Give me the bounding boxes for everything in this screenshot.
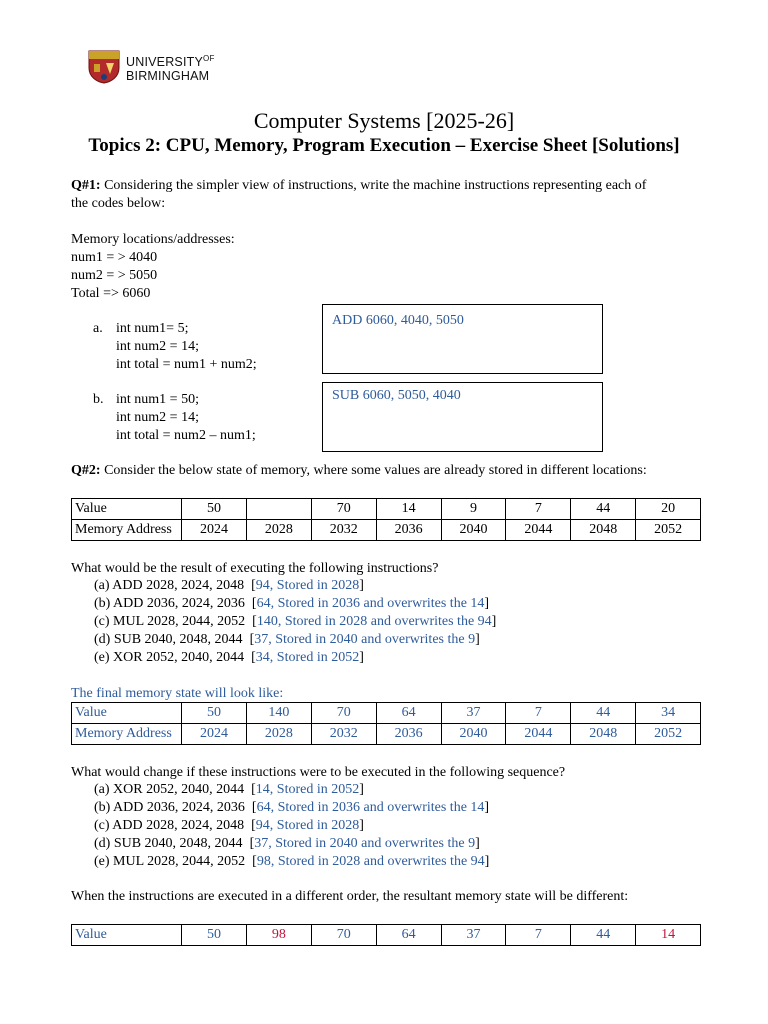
memory-locations: [71, 231, 235, 303]
table-cell: 2040: [441, 520, 506, 541]
memory-table-final: [71, 702, 701, 745]
table-cell: 70: [311, 499, 376, 520]
mem-heading: Memory locations/addresses:: [71, 232, 235, 247]
table-cell: 2028: [246, 724, 311, 745]
table-cell-changed: 98: [246, 925, 311, 946]
q2-label: Q#2:: [71, 463, 101, 478]
table-row: [72, 724, 701, 745]
list-item: (c) ADD 2028, 2024, 2048 [94, Stored in 2028]: [94, 818, 364, 833]
q1-text-line2: the codes below:: [71, 196, 166, 211]
table-cell: 2024: [182, 724, 247, 745]
table-cell: 7: [506, 499, 571, 520]
table-cell: 2032: [311, 520, 376, 541]
table-cell-changed: 14: [636, 925, 701, 946]
table-cell: 70: [311, 703, 376, 724]
answer-box-a: [322, 304, 603, 374]
table-cell: 2032: [311, 724, 376, 745]
mem-line: num1 = > 4040: [71, 250, 158, 265]
list-item: (a) XOR 2052, 2040, 2044 [14, Stored in 2052]: [94, 782, 364, 797]
mem-line: num2 = > 5050: [71, 268, 158, 283]
table-cell: 2048: [571, 724, 636, 745]
table-row: [72, 925, 701, 946]
table-cell: 44: [571, 703, 636, 724]
q1-text-line1: Considering the simpler view of instructions, write the machine instructions representing each of: [100, 178, 647, 193]
table-cell: 2044: [506, 520, 571, 541]
table-cell: 7: [506, 703, 571, 724]
mem-line: Total => 6060: [71, 286, 151, 301]
table-cell: 2024: [182, 520, 247, 541]
table-cell: [246, 499, 311, 520]
memory-table-initial: [71, 498, 701, 541]
table-cell: 44: [571, 925, 636, 946]
table-cell: 50: [182, 925, 247, 946]
final-state-heading: The final memory state will look like:: [71, 686, 284, 701]
table-cell: 9: [441, 499, 506, 520]
memory-table-reordered: [71, 924, 701, 946]
logo-line2: BIRMINGHAM: [126, 69, 210, 84]
part-b-code: [116, 391, 256, 445]
table-cell: 2048: [571, 520, 636, 541]
part-b-label: b.: [93, 392, 104, 407]
page-subtitle: Topics 2: CPU, Memory, Program Execution – Exercise Sheet [Solutions]: [88, 135, 680, 156]
table-row: [72, 703, 701, 724]
page-title: Computer Systems [2025-26]: [253, 108, 515, 133]
code-line: int total = num1 + num2;: [116, 357, 257, 372]
table-cell: 37: [441, 703, 506, 724]
table-cell: 34: [636, 703, 701, 724]
university-logo: [88, 50, 238, 86]
row-label: Value: [72, 925, 182, 946]
q1-label: Q#1:: [71, 178, 101, 193]
logo-line1: UNIVERSITY: [126, 55, 204, 70]
list-item: (d) SUB 2040, 2048, 2044 [37, Stored in 2040 and overwrites the 9]: [94, 632, 480, 647]
crest-icon: [88, 50, 120, 84]
logo-of: OF: [203, 54, 215, 63]
table-cell: 2036: [376, 520, 441, 541]
part-a-code: [116, 320, 257, 374]
row-label: Value: [72, 499, 182, 520]
question-2: What would change if these instructions were to be executed in the following sequence?: [71, 765, 566, 780]
list-item: (b) ADD 2036, 2024, 2036 [64, Stored in 2036 and overwrites the 14]: [94, 800, 490, 815]
table-cell: 44: [571, 499, 636, 520]
answer-a: ADD 6060, 4040, 5050: [332, 313, 464, 328]
code-line: int num1 = 50;: [116, 392, 199, 407]
table-row: [72, 520, 701, 541]
question-1: What would be the result of executing the following instructions?: [71, 561, 439, 576]
table-cell: 64: [376, 703, 441, 724]
part-a-label: a.: [93, 321, 103, 336]
table-cell: 2052: [636, 520, 701, 541]
table-cell: 70: [311, 925, 376, 946]
steps-list-2: [94, 781, 489, 871]
list-item: (b) ADD 2036, 2024, 2036 [64, Stored in 2036 and overwrites the 14]: [94, 596, 490, 611]
table-cell: 2036: [376, 724, 441, 745]
table-cell: 2040: [441, 724, 506, 745]
table-cell: 37: [441, 925, 506, 946]
code-line: int num1= 5;: [116, 321, 189, 336]
q2-prompt: [71, 462, 721, 480]
table-cell: 50: [182, 703, 247, 724]
answer-box-b: [322, 382, 603, 452]
table-cell: 7: [506, 925, 571, 946]
code-line: int total = num2 – num1;: [116, 428, 256, 443]
list-item: (c) MUL 2028, 2044, 2052 [140, Stored in 2028 and overwrites the 94]: [94, 614, 497, 629]
table-cell: 2052: [636, 724, 701, 745]
list-item: (d) SUB 2040, 2048, 2044 [37, Stored in 2040 and overwrites the 9]: [94, 836, 480, 851]
steps-list-1: [94, 577, 496, 667]
row-label: Memory Address: [72, 520, 182, 541]
table-cell: 140: [246, 703, 311, 724]
table-cell: 2044: [506, 724, 571, 745]
q2-text: Consider the below state of memory, where some values are already stored in different locations:: [100, 463, 647, 478]
code-line: int num2 = 14;: [116, 410, 199, 425]
table-row: [72, 499, 701, 520]
table-cell: 64: [376, 925, 441, 946]
list-item: (e) MUL 2028, 2044, 2052 [98, Stored in 2028 and overwrites the 94]: [94, 854, 490, 869]
answer-b: SUB 6060, 5050, 4040: [332, 388, 461, 403]
row-label: Value: [72, 703, 182, 724]
table-cell: 14: [376, 499, 441, 520]
table-cell: 20: [636, 499, 701, 520]
q1-prompt: [71, 177, 711, 213]
table-cell: 2028: [246, 520, 311, 541]
list-item: (a) ADD 2028, 2024, 2048 [94, Stored in 2028]: [94, 578, 364, 593]
list-item: (e) XOR 2052, 2040, 2044 [34, Stored in 2052]: [94, 650, 364, 665]
code-line: int num2 = 14;: [116, 339, 199, 354]
different-order-text: When the instructions are executed in a different order, the resultant memory state will be different:: [71, 889, 629, 904]
row-label: Memory Address: [72, 724, 182, 745]
table-cell: 50: [182, 499, 247, 520]
